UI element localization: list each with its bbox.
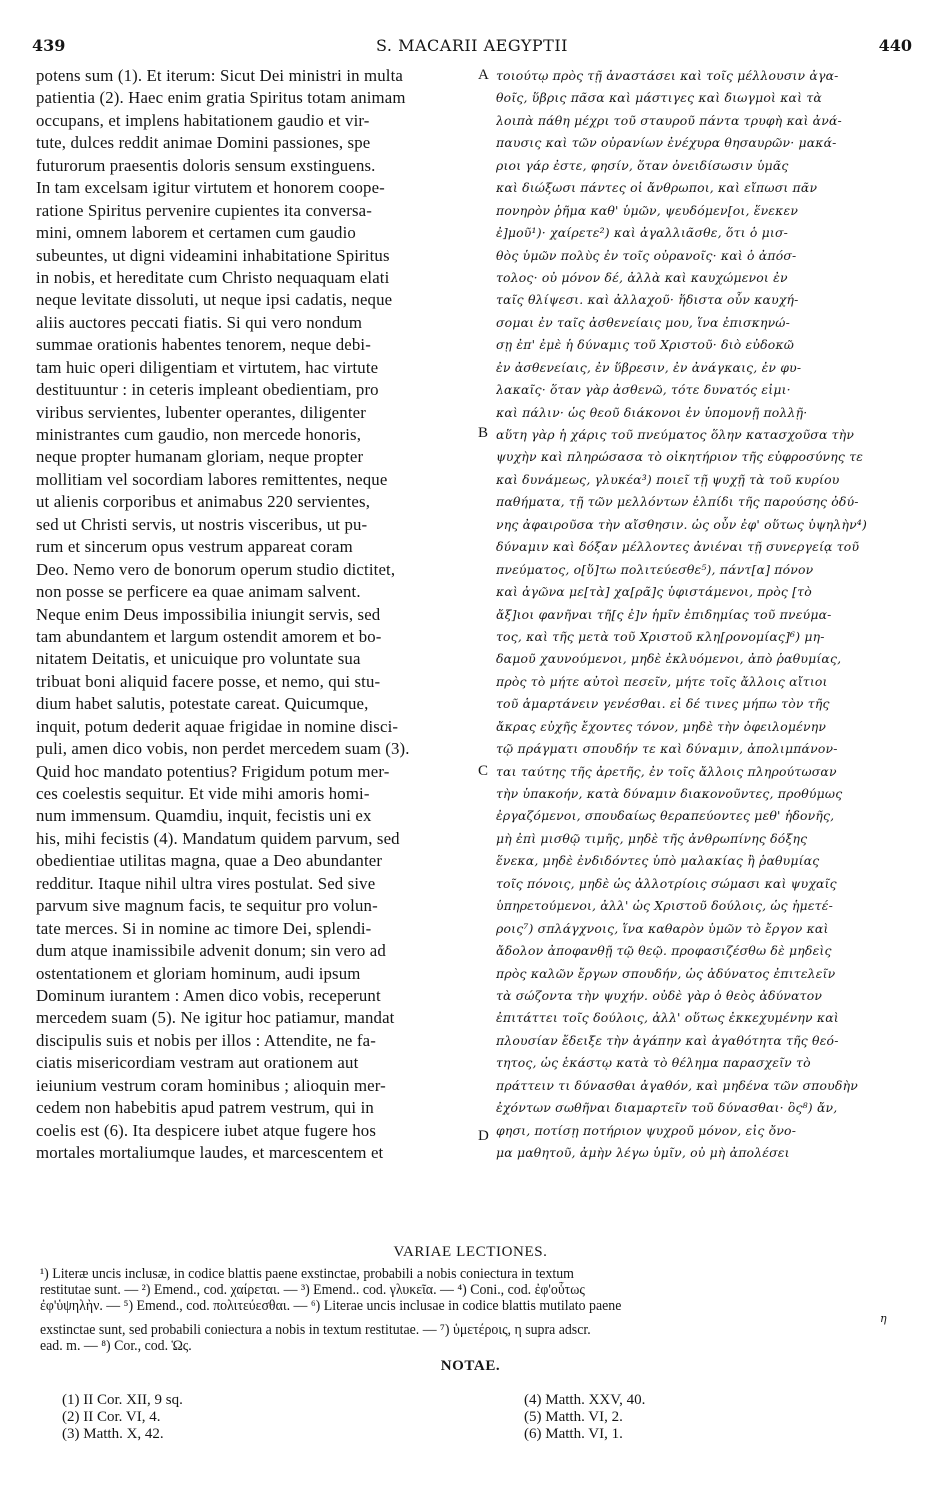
- margin-marker-a: A: [478, 67, 489, 83]
- latin-text-line: in nobis, et hereditate cum Christo nequaquam elati: [36, 267, 390, 287]
- latin-text-line: tam huic operi diligentiam et virtutem, hac virtute: [36, 357, 379, 377]
- latin-text-line: aliis auctores peccati fiatis. Si qui vero nondum: [36, 312, 363, 332]
- greek-text-line: ἄξ]ιοι φανῆναι τῆ[ς ἐ]ν ἡμῖν ἐπιδημίας τοῦ πνεύμα-: [496, 606, 832, 622]
- latin-text-line: In tam excelsam igitur virtutem et honorem coope-: [36, 178, 385, 198]
- note-item: (5) Matth. VI, 2.: [524, 1409, 623, 1425]
- latin-text-line: destituuntur : in ceteris impleant obedientiam, pro: [36, 380, 379, 400]
- latin-text-line: obedientiae utilitas magna, quae a Deo abundanter: [36, 851, 383, 871]
- greek-text-line: τοῦ ἁμαρτάνειν γενέσθαι. εἰ δέ τινες μήπω τὸν τῆς: [496, 696, 830, 712]
- latin-text-line: ut alienis corporibus et animabus 220 servientes,: [36, 492, 371, 512]
- greek-text-line: ται ταύτης τῆς ἀρετῆς, ἐν τοῖς ἄλλοις πληρούτωσαν: [496, 763, 837, 779]
- latin-text-line: potens sum (1). Et iterum: Sicut Dei ministri in multa: [36, 66, 403, 85]
- latin-text-line: inquit, potum dederit aquae frigidae in nomine disci-: [36, 716, 399, 736]
- greek-text-line: ἐν ἀσθενείαις, ἐν ὕβρεσιν, ἐν ἀνάγκαις, ἐν φυ-: [496, 359, 802, 375]
- margin-marker-d: D: [478, 1128, 489, 1144]
- latin-text-line: coelis est (6). Ita despicere iubet atque fugere hos: [36, 1120, 377, 1140]
- latin-column: [36, 65, 474, 1164]
- note-item: (2) II Cor. VI, 4.: [62, 1409, 161, 1425]
- greek-text-line: παθήματα, τῇ τῶν μελλόντων ἐλπίδι τῆς παρούσης ὀδύ-: [496, 494, 859, 510]
- greek-text-line: λακαῖς· ὅταν γὰρ ἀσθενῶ, τότε δυνατός εἰμι·: [496, 382, 791, 398]
- greek-text-line: ψυχὴν καὶ πληρώσασα τὸ οἰκητήριον τῆς εὐφροσύνης τε: [496, 449, 864, 465]
- greek-text-line: ἕνεκα, μηδὲ ἐνδιδόντες ὑπὸ μαλακίας ἢ ῥαθυμίας: [496, 853, 820, 869]
- latin-text-line: puli, amen dico vobis, non perdet mercedem suam (3).: [36, 739, 410, 759]
- latin-text-line: Deo. Nemo vero de bonorum operum studio dictitet,: [36, 559, 396, 579]
- greek-text-line: ὑπηρετούμενοι, ἀλλ' ὡς Χριστοῦ δούλοις, ὡς ἡμετέ-: [496, 898, 833, 914]
- greek-text-line: ἐχόντων σωθῆναι διαμαρτεῖν τοῦ δύνασθαι· ὃς⁸) ἄν,: [496, 1100, 838, 1116]
- greek-text-line: ἄδολον ἀποφανθῇ τῷ θεῷ. προφασιζέσθω δὲ μηδεὶς: [496, 943, 832, 959]
- latin-text-line: mini, omnem laborem et certamen cum gaudio: [36, 223, 356, 243]
- latin-text-line: dum atque inamissibile advenit donum; sin vero ad: [36, 941, 386, 961]
- margin-marker-b: B: [478, 425, 489, 441]
- latin-text-line: ciatis misericordiam vestram aut orationem aut: [36, 1053, 359, 1073]
- greek-text-line: λοιπὰ πάθη μέχρι τοῦ σταυροῦ πάντα τρυφὴ καὶ ἀνά-: [496, 112, 842, 128]
- latin-text-line: tam abundantem et largum ostendit amorem et bo-: [36, 626, 382, 646]
- greek-text-line: ἄκρας εὐχῆς ἔχοντες τόνον, μηδὲ τὴν ὀφειλομένην: [496, 718, 827, 734]
- latin-text-line: nitatem Deitatis, et unicuique pro voluntate sua: [36, 649, 361, 669]
- latin-text-line: ieiunium vestrum coram hominibus ; alioquin mer-: [36, 1075, 386, 1095]
- greek-text-line: παυσις καὶ τῶν οὐρανίων ἐνέχυρα θησαυρῶν· μακά-: [496, 135, 837, 151]
- latin-text-line: patientia (2). Haec enim gratia Spiritus totam animam: [36, 88, 406, 108]
- latin-text-line: his, mihi fecistis (4). Mandatum quidem parvum, sed: [36, 828, 400, 848]
- notae-title: NOTAE.: [440, 1358, 501, 1374]
- greek-text-line: καὶ δυνάμεως, γλυκέα³) ποιεῖ τῇ ψυχῇ τὰ τοῦ κυρίου: [496, 471, 840, 487]
- variae-lectiones-title: VARIAE LECTIONES.: [393, 1244, 548, 1260]
- greek-text-line: τος, καὶ τῆς μετὰ τοῦ Χριστοῦ κλη[ρονομίας]⁶) μη-: [496, 628, 825, 644]
- greek-text-line: νης ἀφαιροῦσα τὴν αἴσθησιν. ὡς οὖν ἐφ' οὕτως ὑψηλὴν⁴): [496, 516, 868, 532]
- greek-text-line: ταῖς θλίψεσι. καὶ ἀλλαχοῦ· ἥδιστα οὖν καυχή-: [496, 292, 799, 308]
- latin-text-line: sed ut Christi servis, ut nostris visceribus, ut pu-: [36, 514, 368, 534]
- variant-line: exstinctae sunt, sed probabili coniectura a nobis in textum restitutae. — ⁷) ὑμετέροις, η supra adscr.: [40, 1322, 591, 1338]
- greek-text-line: θὸς ὑμῶν πολὺς ἐν τοῖς οὐρανοῖς· καὶ ὁ ἀπόσ-: [496, 247, 797, 263]
- variant-line: ἐφ'ὑψηλὴν. — ⁵) Emend., cod. πολιτεύεσθαι. — ⁶) Literae uncis inclusae in codice blattis mutilato paene: [40, 1298, 622, 1314]
- greek-text-line: ριοι γάρ ἐστε, φησίν, ὅταν ὀνειδίσωσιν ὑμᾶς: [496, 157, 789, 173]
- greek-text-line: θοῖς, ὕβρις πᾶσα καὶ μάστιγες καὶ διωγμοὶ καὶ τὰ: [496, 90, 822, 106]
- greek-text-line: τὴν ὑπακοήν, κατὰ δύναμιν διακονοῦντες, προθύμως: [496, 786, 843, 801]
- latin-text-line: tribuat boni aliquid facere posse, et nemo, qui stu-: [36, 671, 381, 691]
- greek-text-line: πράττειν τι δύνασθαι ἀγαθόν, καὶ μηδένα τῶν σπουδὴν: [496, 1077, 858, 1093]
- latin-text-line: redditur. Itaque nihil ultra vires postulat. Sed sive: [36, 873, 376, 893]
- greek-text-line: ἐ]μοῦ¹)· χαίρετε²) καὶ ἀγαλλιᾶσθε, ὅτι ὁ μισ-: [496, 225, 788, 241]
- greek-text-line: πρὸς καλῶν ἔργων σπουδήν, ὡς ἀδύνατος ἐπιτελεῖν: [496, 965, 836, 981]
- latin-text-line: occupans, et implens habitationem gaudio et vir-: [36, 110, 370, 130]
- greek-text-line: ἐπιτάττει τοῖς δούλοις, ἀλλ' οὕτως ἐκκεχυμένην καὶ: [496, 1010, 839, 1026]
- latin-text-line: mortales mortaliumque laudes, et marcescentem et: [36, 1143, 384, 1162]
- latin-text-line: Dominum iurantem : Amen dico vobis, receperunt: [36, 985, 381, 1005]
- latin-text-line: rum et sincerum opus vestrum appareat coram: [36, 537, 353, 557]
- greek-text-line: καὶ πάλιν· ὡς θεοῦ διάκονοι ἐν ὑπομονῇ πολλῇ·: [496, 404, 808, 420]
- greek-text-line: πνεύματος, ο[ὕ]τω πολιτεύεσθε⁵), πάντ[α] πόνον: [496, 561, 814, 577]
- latin-text-line: ces coelestis sequitur. Et vide mihi amoris homi-: [36, 784, 370, 803]
- greek-text-line: καὶ ἀγῶνα με[τὰ] χα[ρᾶ]ς ὑφιστάμενοι, πρὸς [τὸ: [496, 584, 812, 600]
- greek-text-line: δαμοῦ χαυνούμενοι, μηδὲ ἐκλυόμενοι, ἀπὸ ῥαθυμίας,: [496, 651, 842, 667]
- latin-text-line: cedem non habebitis apud patrem vestrum, qui in: [36, 1098, 374, 1118]
- greek-text-line: αὕτη γὰρ ἡ χάρις τοῦ πνεύματος ὅλην κατασχοῦσα τὴν: [496, 427, 855, 442]
- latin-text-line: tate merces. Si in nomine ac timore Dei, splendi-: [36, 918, 372, 938]
- latin-text-line: mercedem suam (5). Ne igitur hoc patiamur, mandat: [36, 1008, 395, 1028]
- margin-marker-c: C: [478, 763, 489, 779]
- variant-superscript: η: [880, 1312, 887, 1325]
- running-title: S. MACARII AEGYPTII: [376, 36, 568, 55]
- latin-text-line: dium habet salutis, potestate careat. Quicumque,: [36, 694, 369, 714]
- note-item: (3) Matth. X, 42.: [62, 1426, 164, 1442]
- greek-text-line: ροις⁷) σπλάγχνοις, ἵνα καθαρὸν ὑμῶν τὸ ἔργον καὶ: [496, 920, 829, 936]
- note-item: (6) Matth. VI, 1.: [524, 1426, 623, 1442]
- variant-line: ¹) Literæ uncis inclusæ, in codice blattis paene exstinctae, probabili a nobis coniectura in textum: [40, 1266, 574, 1282]
- greek-text-line: πονηρὸν ῥῆμα καθ' ὑμῶν, ψευδόμεν[οι, ἕνεκεν: [496, 202, 799, 218]
- running-header: [32, 36, 912, 58]
- latin-text-line: ministrantes cum gaudio, non mercede honoris,: [36, 425, 362, 444]
- latin-text-line: viribus servientes, lubenter operantes, diligenter: [36, 402, 366, 422]
- greek-text-line: τοιούτῳ πρὸς τῇ ἀναστάσει καὶ τοῖς μέλλουσιν ἀγα-: [496, 68, 839, 83]
- greek-text-line: σῃ ἐπ' ἐμὲ ἡ δύναμις τοῦ Χριστοῦ· διὸ εὐδοκῶ: [496, 337, 795, 353]
- greek-text-line: τῷ πράγματι σπουδήν τε καὶ δύναμιν, ἀπολιμπάνον-: [496, 741, 838, 757]
- latin-text-line: futurorum praesentis doloris sensum exstinguens.: [36, 155, 376, 175]
- variant-line: ead. m. — ⁸) Cor., cod. Ὡς.: [40, 1338, 192, 1354]
- note-item: (1) II Cor. XII, 9 sq.: [62, 1392, 183, 1408]
- greek-text-line: τολος· οὐ μόνον δέ, ἀλλὰ καὶ καυχώμενοι ἐν: [496, 269, 788, 285]
- note-item: (4) Matth. XXV, 40.: [524, 1392, 646, 1408]
- greek-text-line: ἐργαζόμενοι, σπουδαίως θεραπεύοντες μεθ' ἡδονῆς,: [496, 808, 835, 824]
- latin-text-line: mollitiam vel socordiam labores remittentes, neque: [36, 469, 388, 489]
- latin-text-line: neque levitate dissoluti, ut neque ipsi cadatis, neque: [36, 290, 393, 310]
- latin-text-line: neque propter humanam gloriam, neque propter: [36, 447, 364, 467]
- latin-text-line: tute, dulces reddit animae Domini passiones, spe: [36, 133, 371, 153]
- latin-text-line: subeuntes, ut digni videamini inhabitatione Spiritus: [36, 245, 390, 265]
- page-number-right: 440: [878, 36, 912, 55]
- greek-text-line: τοῖς πόνοις, μηδὲ ὡς ἀλλοτρίοις σώμασι καὶ ψυχαῖς: [496, 875, 837, 891]
- latin-text-line: parvum sive magnum facis, te sequitur pro volun-: [36, 896, 378, 916]
- latin-text-line: ostentationem et gloriam hominum, audi ipsum: [36, 963, 361, 983]
- latin-text-line: Neque enim Deus impossibilia iniungit servis, sed: [36, 604, 381, 624]
- greek-column: [496, 65, 914, 1164]
- greek-text-line: σομαι ἐν ταῖς ἀσθενείαις μου, ἵνα ἐπισκηνώ-: [496, 314, 790, 330]
- greek-text-line: φησι, ποτίσῃ ποτήριον ψυχροῦ μόνον, εἰς ὄνο-: [496, 1122, 797, 1138]
- latin-text-line: ratione Spiritus pervenire cupientes ita conversa-: [36, 200, 373, 220]
- latin-text-line: discipulis suis et nobis per illos : Attendite, ne fa-: [36, 1030, 376, 1050]
- latin-text-line: summae orationis habentes tenorem, neque debi-: [36, 335, 371, 355]
- latin-text-line: num immensum. Quamdiu, inquit, fecistis uni ex: [36, 806, 372, 826]
- latin-text-line: non posse se perficere ea quae animam salvent.: [36, 582, 361, 602]
- greek-text-line: μὴ ἐπὶ μισθῷ τιμῆς, μηδὲ τῆς ἀνθρωπίνης δόξης: [496, 830, 808, 846]
- greek-text-line: πρὸς τὸ μήτε αὐτοὶ πεσεῖν, μήτε τοῖς ἄλλοις αἴτιοι: [496, 673, 828, 689]
- greek-text-line: καὶ διώξωσι πάντες οἱ ἄνθρωποι, καὶ εἴπωσι πᾶν: [496, 180, 818, 196]
- greek-text-line: δύναμιν καὶ δόξαν μέλλοντες ἀνιέναι τῇ συνεργείᾳ τοῦ: [496, 539, 860, 555]
- latin-text-line: Quid hoc mandato potentius? Frigidum potum mer-: [36, 761, 390, 781]
- greek-text-line: τὰ σώζοντα τὴν ψυχήν. οὐδὲ γὰρ ὁ θεὸς ἀδύνατον: [496, 987, 823, 1003]
- greek-text-line: πλουσίαν ἔδειξε τὴν ἀγάπην καὶ ἀγαθότητα τῆς θεό-: [496, 1032, 839, 1048]
- variant-line: restitutae sunt. — ²) Emend., cod. χαίρεται. — ³) Emend.. cod. γλυκεῖα. — ⁴) Coni., cod. ἐφ'οὗτως: [40, 1282, 585, 1298]
- page-number-left: 439: [32, 36, 66, 55]
- greek-text-line: μα μαθητοῦ, ἀμὴν λέγω ὑμῖν, οὐ μὴ ἀπολέσει: [496, 1145, 790, 1160]
- greek-text-line: τητος, ὡς ἑκάστῳ κατὰ τὸ θέλημα παρασχεῖν τὸ: [496, 1055, 811, 1071]
